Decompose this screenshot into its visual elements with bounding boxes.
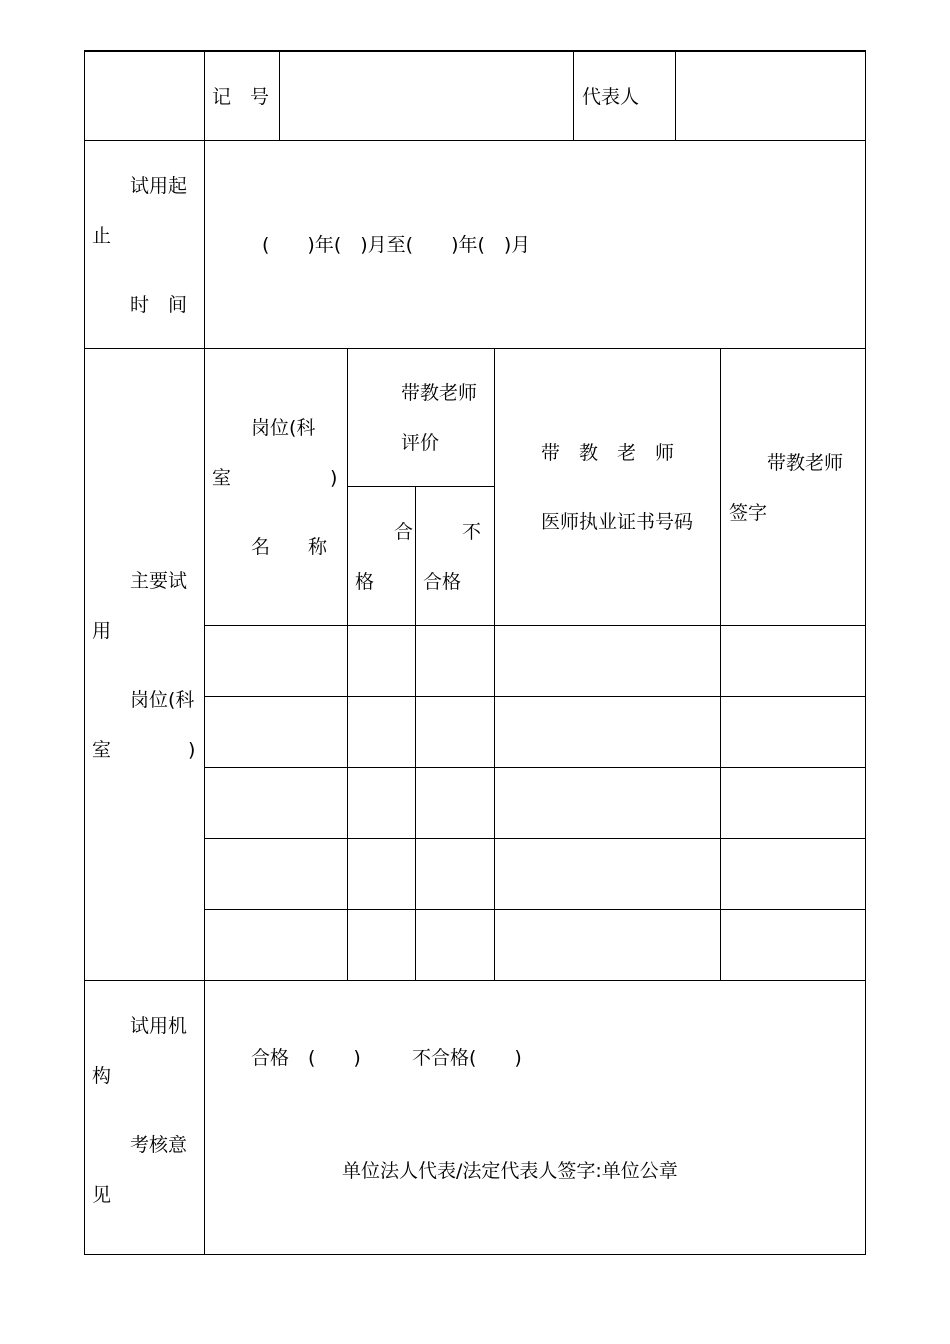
header-fail-2: 合格 xyxy=(423,571,462,593)
table-row xyxy=(205,768,865,838)
header-eval-2: 评价 xyxy=(401,432,440,454)
header-pass-2: 格 xyxy=(355,571,375,593)
table-row xyxy=(205,697,865,767)
rule-r1-a xyxy=(279,50,280,140)
table-row xyxy=(205,910,865,980)
sign-cell[interactable] xyxy=(721,768,865,838)
border-bottom xyxy=(84,1254,866,1255)
post-cell[interactable] xyxy=(205,768,347,838)
main-posts-label-2: 用 xyxy=(92,620,112,642)
post-cell[interactable] xyxy=(205,697,347,767)
rule-eval-split xyxy=(347,486,494,487)
cert-cell[interactable] xyxy=(495,697,720,767)
fail-cell[interactable] xyxy=(416,768,494,838)
border-top xyxy=(84,50,866,52)
header-pass-1: 合 xyxy=(394,521,414,543)
trial-period-label-3: 时 间 xyxy=(130,294,188,316)
fail-option[interactable]: 不合格( ) xyxy=(412,1047,522,1069)
sign-cell[interactable] xyxy=(721,910,865,980)
representative-label: 代表人 xyxy=(582,86,640,108)
sign-cell[interactable] xyxy=(721,626,865,696)
trial-period-label-1: 试用起 xyxy=(130,175,188,197)
post-cell[interactable] xyxy=(205,626,347,696)
cert-cell[interactable] xyxy=(495,768,720,838)
header-post-2: 室 xyxy=(212,467,232,489)
border-left xyxy=(84,50,85,1255)
pass-cell[interactable] xyxy=(348,910,415,980)
rule-row2-bottom xyxy=(84,348,866,349)
header-post-1: 岗位(科 xyxy=(251,417,316,439)
fail-cell[interactable] xyxy=(416,626,494,696)
main-posts-label-3: 岗位(科 xyxy=(130,689,195,711)
fail-cell[interactable] xyxy=(416,697,494,767)
rule-section3-bottom xyxy=(84,980,866,981)
post-cell[interactable] xyxy=(205,910,347,980)
sign-cell[interactable] xyxy=(721,697,865,767)
assessment-label-4: 见 xyxy=(92,1184,112,1206)
assessment-label-1: 试用机 xyxy=(130,1015,188,1037)
cert-cell[interactable] xyxy=(495,626,720,696)
header-cert-1: 带 教 老 师 xyxy=(541,442,675,464)
border-right xyxy=(865,50,866,1255)
register-value-cell[interactable] xyxy=(281,53,571,139)
table-row xyxy=(205,626,865,696)
main-posts-label-5: ) xyxy=(188,739,196,761)
fail-cell[interactable] xyxy=(416,910,494,980)
header-sign-1: 带教老师 xyxy=(767,452,844,474)
signature-line: 单位法人代表/法定代表人签字:单位公章 xyxy=(342,1160,678,1182)
sign-cell[interactable] xyxy=(721,839,865,909)
header-post-3: 名 称 xyxy=(251,536,328,558)
pass-cell[interactable] xyxy=(348,768,415,838)
register-label: 记 号 xyxy=(212,86,270,108)
rule-row1-bottom xyxy=(84,140,866,141)
header-eval-1: 带教老师 xyxy=(401,382,478,404)
rule-r1-b xyxy=(573,50,574,140)
pass-cell[interactable] xyxy=(348,626,415,696)
table-row xyxy=(205,839,865,909)
post-cell[interactable] xyxy=(205,839,347,909)
main-posts-label-1: 主要试 xyxy=(130,570,188,592)
header-post-2b: ) xyxy=(330,467,338,489)
cert-cell[interactable] xyxy=(495,910,720,980)
pass-cell[interactable] xyxy=(348,697,415,767)
pass-cell[interactable] xyxy=(348,839,415,909)
header-cert-2: 医师执业证书号码 xyxy=(541,511,694,533)
fail-cell[interactable] xyxy=(416,839,494,909)
main-posts-label-4: 室 xyxy=(92,739,112,761)
header-fail-1: 不 xyxy=(462,521,482,543)
assessment-label-2: 构 xyxy=(92,1065,112,1087)
trial-period-range: ( )年( )月至( )年( )月 xyxy=(262,234,531,256)
header-sign-2: 签字 xyxy=(729,502,768,524)
representative-value-cell[interactable] xyxy=(677,53,864,139)
rule-r1-c xyxy=(675,50,676,140)
pass-option[interactable]: 合格 ( ) xyxy=(251,1047,361,1069)
cert-cell[interactable] xyxy=(495,839,720,909)
trial-period-label-2: 止 xyxy=(92,225,112,247)
assessment-label-3: 考核意 xyxy=(130,1134,188,1156)
